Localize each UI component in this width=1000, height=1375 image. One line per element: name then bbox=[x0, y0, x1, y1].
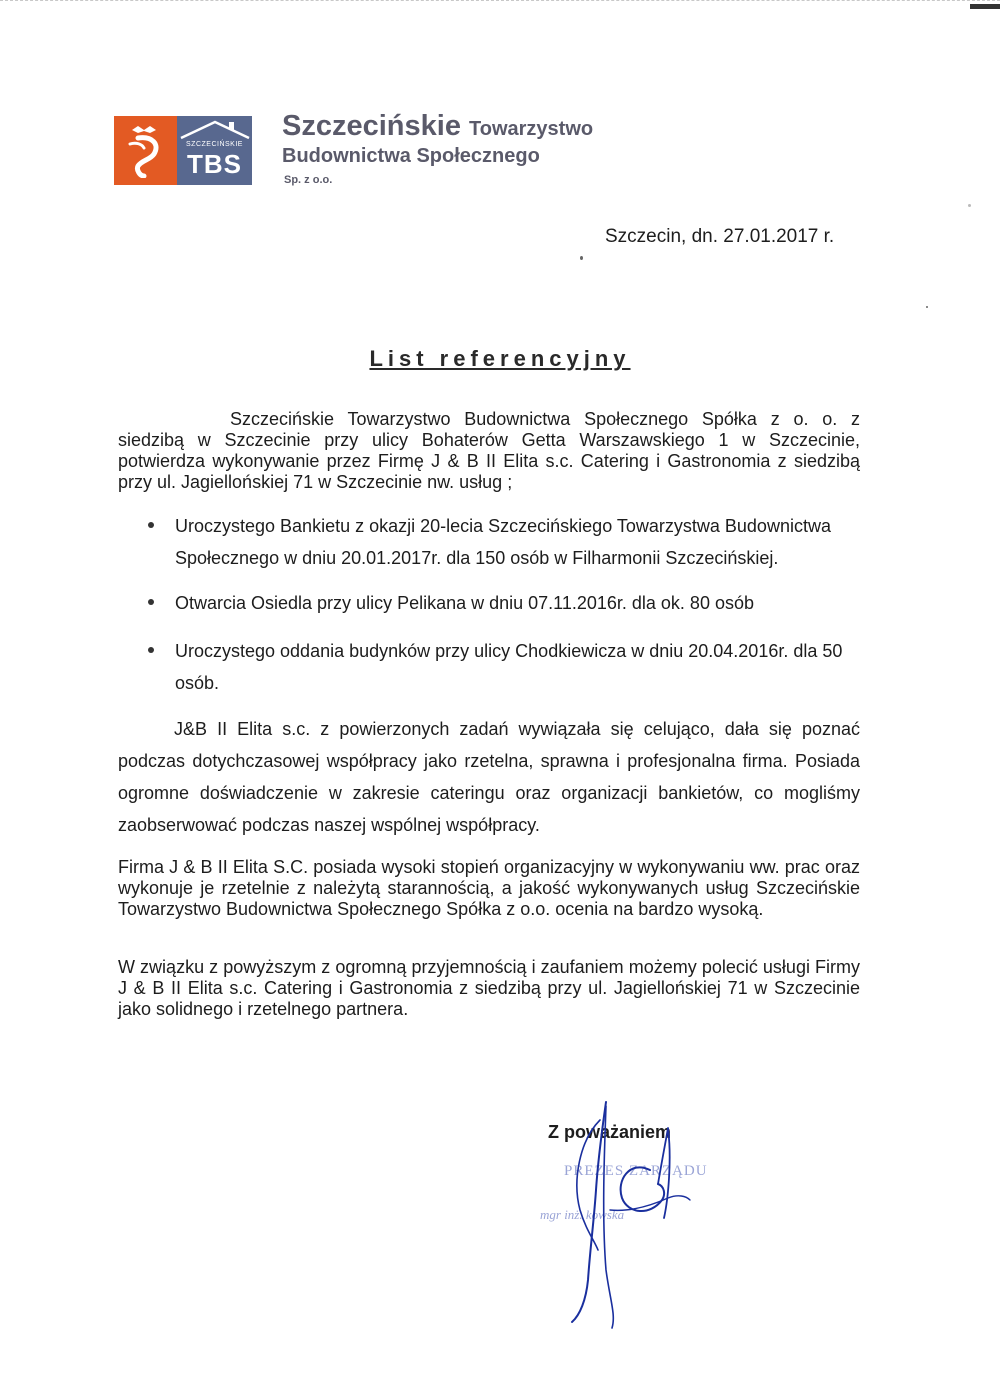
company-name-line2: Budownictwa Społecznego bbox=[282, 145, 540, 167]
stamp-title: PREZES ZARZĄDU bbox=[564, 1163, 708, 1179]
date-line: Szczecin, dn. 27.01.2017 r. bbox=[605, 226, 835, 247]
bullet-icon bbox=[148, 647, 154, 653]
bullet-icon bbox=[148, 522, 154, 528]
scan-mark bbox=[970, 4, 1000, 9]
logo-small-text: SZCZECIŃSKIE bbox=[186, 141, 243, 148]
paragraph-organization: Firma J & B II Elita S.C. posiada wysoki stopień organizacyjny w wykonywaniu ww. prac oraz wykonuje je rzetelnie z należytą starannością, a jakość wykonywanych usług Szczecińskie Towarzystwo Budownictwa Społecznego Spółka z o.o. ocenia na bardzo wysoką. bbox=[118, 857, 860, 919]
bullet-icon bbox=[148, 599, 154, 605]
company-name-part2: Towarzystwo bbox=[469, 118, 594, 140]
handwritten-signature bbox=[550, 1100, 710, 1330]
document-title: List referencyjny bbox=[369, 346, 631, 371]
service-text: Uroczystego oddania budynków przy ulicy Chodkiewicza w dniu 20.04.2016r. dla 50 osób. bbox=[175, 641, 843, 693]
paragraph-recommendation: W związku z powyższym z ogromną przyjemnością i zaufaniem możemy polecić usługi Firmy J & B II Elita s.c. Catering i Gastronomia z siedzibą przy ul. Jagiellońskiej 71 w Szczecinie jako solidnego i rzetelnego partnera. bbox=[118, 957, 860, 1019]
company-name-line1 bbox=[282, 110, 593, 143]
paragraph-performance: J&B II Elita s.c. z powierzonych zadań wywiązała się celująco, dała się poznać podczas dotychczasowej współpracy jako rzetelna, sprawna i profesjonalna firma. Posiada ogromne doświadczenie w zakresie cateringu oraz organizacji bankietów, co mogliśmy zaobserwować podczas naszej wspólnej współpracy. bbox=[118, 719, 860, 835]
service-text: Uroczystego Bankietu z okazji 20-lecia Szczecińskiego Towarzystwa Budownictwa Społecznego w dniu 20.01.2017r. dla 150 osób w Filharmonii Szczecińskiej. bbox=[175, 516, 831, 568]
logo-tbs-text: TBS bbox=[187, 149, 242, 179]
company-name-part1: Szczecińskie bbox=[282, 110, 461, 142]
scan-edge bbox=[0, 0, 1000, 4]
scan-speck bbox=[968, 204, 971, 207]
closing-salutation: Z poważaniem bbox=[548, 1122, 672, 1142]
service-text: Otwarcia Osiedla przy ulicy Pelikana w dniu 07.11.2016r. dla ok. 80 osób bbox=[175, 593, 754, 613]
scan-speck bbox=[580, 256, 583, 260]
company-logo bbox=[114, 116, 252, 185]
griffin-icon bbox=[124, 124, 168, 178]
intro-paragraph: Szczecińskie Towarzystwo Budownictwa Społecznego Spółka z o. o. z siedzibą w Szczecinie przy ulicy Bohaterów Getta Warszawskiego 1 w Szczecinie, potwierdza wykonywanie przez Firmę J & B II Elita s.c. Catering i Gastronomia z siedzibą przy ul. Jagiellońskiej 71 w Szczecinie nw. usług ; bbox=[118, 409, 860, 492]
company-legal-form: Sp. z o.o. bbox=[284, 174, 333, 186]
stamp-name: mgr inż. kowska bbox=[540, 1207, 625, 1222]
scan-speck bbox=[926, 306, 928, 308]
